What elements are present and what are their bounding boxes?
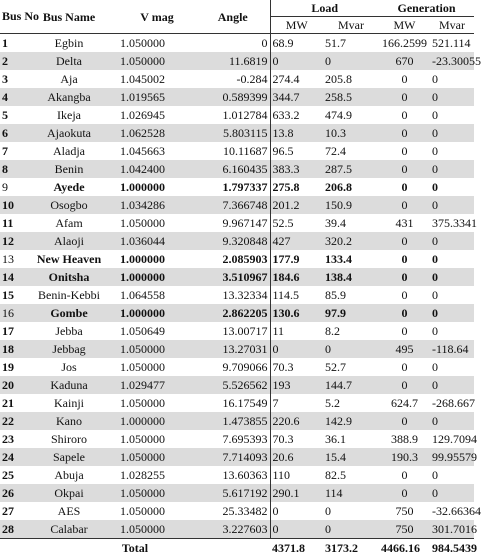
cell-gmw: 0 [379,286,430,304]
cell-no: 25 [0,466,20,484]
cell-vmag: 1.042400 [118,160,196,178]
cell-name: Abuja [20,466,118,484]
cell-gmvar: 0 [430,124,474,142]
cell-mw: 193 [270,376,323,394]
cell-no: 19 [0,358,20,376]
header-load: Load [270,0,379,17]
cell-gmw: 670 [379,52,430,70]
cell-gmw: 0 [379,484,430,502]
cell-mvar: 0 [323,52,379,70]
cell-mw: 110 [270,466,323,484]
cell-no: 26 [0,484,20,502]
cell-angle: 5.526562 [196,376,270,394]
cell-name: Kaduna [20,376,118,394]
cell-no: 21 [0,394,20,412]
cell-no: 9 [0,178,20,196]
cell-gmvar: -268.667 [430,394,474,412]
cell-mw: 427 [270,232,323,250]
header-load-mw: MW [270,17,323,34]
cell-name: Aladja [20,142,118,160]
cell-vmag: 1.045002 [118,70,196,88]
cell-mw: 220.6 [270,412,323,430]
cell-angle: 5.617192 [196,484,270,502]
cell-gmvar: 0 [430,106,474,124]
cell-angle: 13.32334 [196,286,270,304]
cell-vmag: 1.050000 [118,394,196,412]
cell-vmag: 1.064558 [118,286,196,304]
header-generation: Generation [379,0,474,17]
cell-vmag: 1.050000 [118,448,196,466]
cell-vmag: 1.000000 [118,268,196,286]
cell-gmw: 0 [379,250,430,268]
cell-no: 27 [0,502,20,520]
cell-mvar: 0 [323,520,379,539]
cell-no: 11 [0,214,20,232]
cell-no: 6 [0,124,20,142]
table-row [0,448,474,466]
table-row [0,250,474,268]
cell-gmw: 0 [379,232,430,250]
table-header [0,0,474,34]
cell-mvar: 205.8 [323,70,379,88]
table-row [0,358,474,376]
cell-gmvar: 0 [430,70,474,88]
cell-angle: 13.00717 [196,322,270,340]
cell-gmvar: 0 [430,88,474,106]
cell-name: Okpai [20,484,118,502]
cell-mvar: 114 [323,484,379,502]
cell-gmw: 0 [379,160,430,178]
cell-no: 13 [0,250,20,268]
cell-name: Ayede [20,178,118,196]
cell-no: 7 [0,142,20,160]
cell-angle: 9.709066 [196,358,270,376]
cell-angle: 3.227603 [196,520,270,539]
cell-angle: 1.797337 [196,178,270,196]
cell-gmw: 750 [379,520,430,539]
cell-mw: 70.3 [270,430,323,448]
cell-vmag: 1.019565 [118,88,196,106]
total-gen-mvar: 984.5439 [430,539,474,557]
cell-mw: 0 [270,340,323,358]
cell-name: Kano [20,412,118,430]
cell-angle: 0 [196,34,270,53]
cell-vmag: 1.050000 [118,52,196,70]
total-load-mvar: 3173.2 [323,539,379,557]
cell-mvar: 474.9 [323,106,379,124]
cell-gmw: 0 [379,142,430,160]
cell-mvar: 97.9 [323,304,379,322]
cell-vmag: 1.029477 [118,376,196,394]
table-row [0,394,474,412]
cell-gmvar: 0 [430,322,474,340]
cell-angle: 7.366748 [196,196,270,214]
cell-mw: 70.3 [270,358,323,376]
cell-no: 23 [0,430,20,448]
cell-no: 4 [0,88,20,106]
cell-gmw: 0 [379,88,430,106]
table-row [0,430,474,448]
cell-angle: 5.803115 [196,124,270,142]
header-gen-mvar: Mvar [430,17,474,34]
cell-no: 1 [0,34,20,53]
cell-mvar: 138.4 [323,268,379,286]
cell-name: Onitsha [20,268,118,286]
cell-gmvar: 0 [430,268,474,286]
cell-vmag: 1.050000 [118,502,196,520]
table-row [0,178,474,196]
cell-mw: 0 [270,520,323,539]
cell-name: Akangba [20,88,118,106]
cell-gmw: 0 [379,106,430,124]
cell-mw: 52.5 [270,214,323,232]
cell-angle: 6.160435 [196,160,270,178]
cell-no: 17 [0,322,20,340]
cell-gmvar: -23.30055 [430,52,474,70]
cell-mw: 633.2 [270,106,323,124]
cell-gmvar: 0 [430,196,474,214]
cell-gmvar: 0 [430,178,474,196]
cell-vmag: 1.000000 [118,178,196,196]
cell-mvar: 10.3 [323,124,379,142]
cell-angle: 9.967147 [196,214,270,232]
cell-mvar: 15.4 [323,448,379,466]
cell-mvar: 82.5 [323,466,379,484]
cell-mw: 0 [270,52,323,70]
header-bus-name: Bus Name [20,0,118,34]
cell-angle: 13.60363 [196,466,270,484]
cell-mw: 96.5 [270,142,323,160]
table-row [0,502,474,520]
cell-mvar: 51.7 [323,34,379,53]
cell-gmw: 0 [379,70,430,88]
cell-no: 2 [0,52,20,70]
header-gen-mw: MW [379,17,430,34]
cell-gmw: 0 [379,376,430,394]
table-row [0,196,474,214]
total-row [0,539,474,557]
cell-mvar: 150.9 [323,196,379,214]
cell-angle: 25.33482 [196,502,270,520]
cell-name: Osogbo [20,196,118,214]
cell-mw: 68.9 [270,34,323,53]
cell-gmvar: -118.64 [430,340,474,358]
cell-gmvar: 0 [430,142,474,160]
cell-gmvar: 0 [430,466,474,484]
cell-gmvar: -32.66364 [430,502,474,520]
cell-vmag: 1.050000 [118,430,196,448]
cell-gmvar: 0 [430,358,474,376]
cell-vmag: 1.028255 [118,466,196,484]
table-footer [0,539,474,557]
cell-no: 28 [0,520,20,539]
total-load-mw: 4371.8 [270,539,323,557]
cell-gmvar: 301.7016 [430,520,474,539]
cell-gmvar: 375.3341 [430,214,474,232]
table-row [0,412,474,430]
cell-vmag: 1.050000 [118,214,196,232]
cell-mw: 383.3 [270,160,323,178]
cell-angle: 11.6819 [196,52,270,70]
cell-name: Benin-Kebbi [20,286,118,304]
cell-gmvar: 0 [430,160,474,178]
cell-name: Jebbag [20,340,118,358]
cell-angle: 13.27031 [196,340,270,358]
cell-mvar: 144.7 [323,376,379,394]
cell-no: 16 [0,304,20,322]
cell-gmw: 166.2599 [379,34,430,53]
table-row [0,70,474,88]
cell-angle: 2.862205 [196,304,270,322]
cell-no: 12 [0,232,20,250]
cell-no: 14 [0,268,20,286]
cell-vmag: 1.045663 [118,142,196,160]
table-row [0,322,474,340]
cell-name: New Heaven [20,250,118,268]
table-row [0,160,474,178]
cell-mw: 130.6 [270,304,323,322]
total-label: Total [0,539,270,557]
cell-vmag: 1.062528 [118,124,196,142]
table-row [0,484,474,502]
cell-name: Alaoji [20,232,118,250]
cell-angle: 1.012784 [196,106,270,124]
cell-vmag: 1.000000 [118,412,196,430]
cell-angle: 0.589399 [196,88,270,106]
cell-vmag: 1.050000 [118,484,196,502]
cell-mw: 0 [270,502,323,520]
cell-gmw: 388.9 [379,430,430,448]
cell-gmw: 0 [379,124,430,142]
cell-vmag: 1.036044 [118,232,196,250]
cell-name: Jos [20,358,118,376]
cell-mvar: 8.2 [323,322,379,340]
cell-vmag: 1.000000 [118,250,196,268]
table-body [0,34,474,539]
header-angle: Angle [196,0,270,34]
cell-gmvar: 99.95579 [430,448,474,466]
cell-mw: 201.2 [270,196,323,214]
cell-mvar: 320.2 [323,232,379,250]
cell-gmvar: 521.114 [430,34,474,53]
cell-name: Kainji [20,394,118,412]
cell-angle: 9.320848 [196,232,270,250]
table-row [0,106,474,124]
cell-gmw: 0 [379,412,430,430]
table-row [0,214,474,232]
table-row [0,124,474,142]
table-row [0,376,474,394]
cell-name: Gombe [20,304,118,322]
cell-gmw: 0 [379,268,430,286]
table-row [0,88,474,106]
table-row [0,232,474,250]
cell-name: Egbin [20,34,118,53]
cell-vmag: 1.050000 [118,340,196,358]
table-row [0,304,474,322]
cell-mvar: 0 [323,502,379,520]
cell-angle: 2.085903 [196,250,270,268]
header-load-mvar: Mvar [323,17,379,34]
total-gen-mw: 4466.16 [379,539,430,557]
cell-gmvar: 0 [430,232,474,250]
cell-mw: 114.5 [270,286,323,304]
cell-mw: 11 [270,322,323,340]
cell-gmw: 0 [379,358,430,376]
cell-name: Delta [20,52,118,70]
cell-angle: 1.473855 [196,412,270,430]
cell-name: Jebba [20,322,118,340]
header-v-mag: V mag [118,0,196,34]
cell-gmvar: 0 [430,250,474,268]
cell-angle: 7.714093 [196,448,270,466]
cell-mvar: 36.1 [323,430,379,448]
cell-no: 10 [0,196,20,214]
cell-gmw: 624.7 [379,394,430,412]
cell-mvar: 52.7 [323,358,379,376]
cell-mw: 184.6 [270,268,323,286]
cell-no: 20 [0,376,20,394]
cell-mvar: 72.4 [323,142,379,160]
cell-angle: -0.284 [196,70,270,88]
cell-mw: 275.8 [270,178,323,196]
cell-mw: 274.4 [270,70,323,88]
cell-angle: 3.510967 [196,268,270,286]
cell-gmw: 431 [379,214,430,232]
cell-name: Aja [20,70,118,88]
cell-mw: 13.8 [270,124,323,142]
cell-mvar: 39.4 [323,214,379,232]
cell-name: Benin [20,160,118,178]
cell-gmw: 190.3 [379,448,430,466]
cell-no: 18 [0,340,20,358]
cell-gmw: 750 [379,502,430,520]
table-row [0,34,474,53]
cell-gmvar: 0 [430,376,474,394]
cell-mvar: 0 [323,340,379,358]
cell-mvar: 258.5 [323,88,379,106]
cell-mw: 7 [270,394,323,412]
cell-gmvar: 0 [430,286,474,304]
cell-vmag: 1.050000 [118,520,196,539]
cell-angle: 7.695393 [196,430,270,448]
cell-angle: 10.11687 [196,142,270,160]
cell-no: 24 [0,448,20,466]
cell-gmvar: 0 [430,304,474,322]
cell-mw: 344.7 [270,88,323,106]
cell-name: Sapele [20,448,118,466]
cell-gmvar: 0 [430,412,474,430]
cell-gmw: 0 [379,196,430,214]
table-row [0,520,474,539]
cell-gmw: 0 [379,466,430,484]
cell-gmw: 495 [379,340,430,358]
cell-name: Calabar [20,520,118,539]
cell-gmw: 0 [379,322,430,340]
cell-vmag: 1.026945 [118,106,196,124]
cell-mvar: 5.2 [323,394,379,412]
table-row [0,268,474,286]
table-row [0,52,474,70]
header-bus-no: Bus No [0,0,20,34]
cell-no: 5 [0,106,20,124]
cell-no: 8 [0,160,20,178]
cell-mvar: 142.9 [323,412,379,430]
table-row [0,286,474,304]
cell-mw: 20.6 [270,448,323,466]
cell-vmag: 1.050000 [118,358,196,376]
cell-angle: 16.17549 [196,394,270,412]
cell-name: AES [20,502,118,520]
cell-gmw: 0 [379,178,430,196]
cell-gmw: 0 [379,304,430,322]
cell-mw: 290.1 [270,484,323,502]
cell-no: 22 [0,412,20,430]
cell-mvar: 85.9 [323,286,379,304]
cell-name: Ikeja [20,106,118,124]
table-row [0,340,474,358]
cell-name: Ajaokuta [20,124,118,142]
cell-mvar: 133.4 [323,250,379,268]
cell-vmag: 1.050000 [118,34,196,53]
cell-mw: 177.9 [270,250,323,268]
cell-gmvar: 129.7094 [430,430,474,448]
table-row [0,466,474,484]
cell-no: 3 [0,70,20,88]
cell-vmag: 1.050649 [118,322,196,340]
cell-mvar: 206.8 [323,178,379,196]
cell-vmag: 1.000000 [118,304,196,322]
cell-gmvar: 0 [430,484,474,502]
table-row [0,142,474,160]
cell-mvar: 287.5 [323,160,379,178]
cell-name: Shiroro [20,430,118,448]
cell-vmag: 1.034286 [118,196,196,214]
cell-name: Afam [20,214,118,232]
cell-no: 15 [0,286,20,304]
